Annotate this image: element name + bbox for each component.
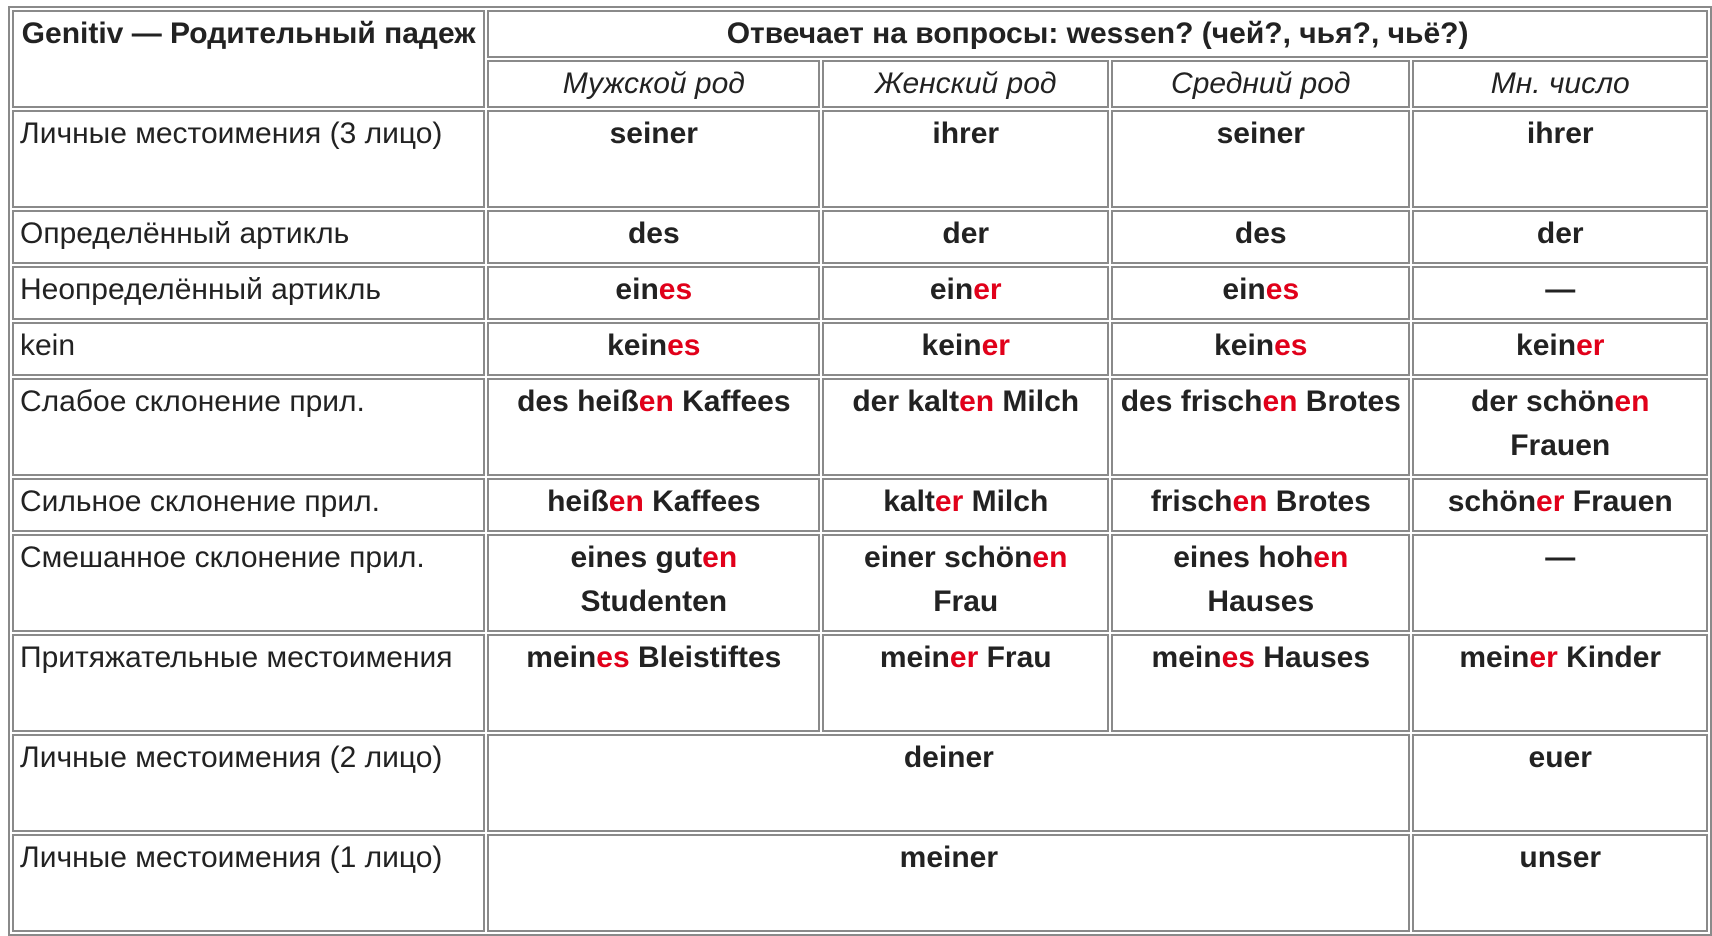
word-stem: heiß: [547, 485, 609, 518]
word-stem: ein: [1222, 273, 1266, 306]
form-cell: [822, 634, 1109, 732]
word-stem: mein: [526, 641, 597, 674]
form-cell: [1412, 210, 1708, 264]
form-cell: [1412, 378, 1708, 476]
singular-form-cell: deiner: [487, 734, 1410, 832]
case-title: Genitiv — Родительный падеж: [21, 17, 476, 50]
ending-highlight: es: [658, 273, 693, 306]
word-stem: einer schön: [864, 541, 1033, 574]
table-row: [12, 210, 1708, 264]
ending-highlight: er: [949, 641, 979, 674]
plural-form-cell: unser: [1412, 834, 1708, 932]
ending-highlight: er: [1576, 329, 1605, 362]
table-row: [12, 478, 1708, 532]
word-stem: kein: [1214, 329, 1275, 362]
ending-highlight: es: [596, 641, 630, 674]
form-cell: [487, 210, 820, 264]
word-stem: mein: [879, 641, 950, 674]
form-cell: [487, 378, 820, 476]
word-stem: Frau: [933, 585, 999, 618]
form-cell: [1111, 478, 1410, 532]
word-stem: Frauen: [1564, 485, 1673, 518]
word-stem: Bleistiftes: [629, 641, 782, 674]
word-stem: ihrer: [932, 117, 1000, 150]
word-stem: eines gut: [570, 541, 703, 574]
gender-header-masculine: Мужской род: [487, 60, 820, 108]
table-row: [12, 110, 1708, 208]
question-header: Отвечает на вопросы: wessen? (чей?, чья?, чьё?): [726, 17, 1469, 50]
ending-highlight: en: [608, 485, 644, 518]
word-stem: Frauen: [1510, 429, 1611, 462]
ending-highlight: es: [1221, 641, 1255, 674]
form-cell: [1412, 266, 1708, 320]
ending-highlight: er: [981, 329, 1010, 362]
form-cell: [1111, 210, 1410, 264]
ending-highlight: es: [667, 329, 701, 362]
row-label: Неопределённый артикль: [12, 266, 485, 320]
word-stem: mein: [1459, 641, 1530, 674]
form-cell: [822, 266, 1109, 320]
word-stem: der kalt: [852, 385, 960, 418]
form-cell: [487, 534, 820, 632]
row-label: Личные местоимения (1 лицо): [12, 834, 485, 932]
form-cell: [1111, 534, 1410, 632]
row-label: Определённый артикль: [12, 210, 485, 264]
form-cell: [822, 322, 1109, 376]
row-label: Личные местоимения (2 лицо): [12, 734, 485, 832]
word-stem: Kinder: [1557, 641, 1662, 674]
word-stem: Studenten: [580, 585, 728, 618]
row-label: Притяжательные местоимения: [12, 634, 485, 732]
gender-header-plural: Мн. число: [1412, 60, 1708, 108]
ending-highlight: en: [638, 385, 674, 418]
word-stem: der: [1536, 217, 1584, 250]
word-stem: seiner: [609, 117, 698, 150]
word-stem: ein: [615, 273, 659, 306]
row-label: Сильное склонение прил.: [12, 478, 485, 532]
form-cell: [822, 378, 1109, 476]
table-row: [12, 634, 1708, 732]
form-cell: [1412, 478, 1708, 532]
word-stem: des: [627, 217, 680, 250]
ending-highlight: en: [1614, 385, 1650, 418]
form-cell: [1111, 322, 1410, 376]
word-stem: mein: [1151, 641, 1222, 674]
form-cell: [1412, 634, 1708, 732]
word-stem: —: [1545, 273, 1576, 306]
word-stem: Milch: [994, 385, 1080, 418]
row-label: kein: [12, 322, 485, 376]
ending-highlight: es: [1274, 329, 1308, 362]
form-cell: [822, 534, 1109, 632]
word-stem: der: [942, 217, 990, 250]
word-stem: —: [1545, 541, 1576, 574]
word-stem: ein: [929, 273, 974, 306]
singular-form-cell: meiner: [487, 834, 1410, 932]
ending-highlight: en: [1032, 541, 1068, 574]
form-cell: [1111, 378, 1410, 476]
word-stem: kalt: [883, 485, 935, 518]
form-cell: [1111, 110, 1410, 208]
word-stem: Brotes: [1267, 485, 1371, 518]
form-cell: [1111, 634, 1410, 732]
plural-form-cell: euer: [1412, 734, 1708, 832]
table-row: [12, 534, 1708, 632]
word-stem: kein: [607, 329, 668, 362]
form-cell: [487, 110, 820, 208]
form-cell: [1412, 322, 1708, 376]
form-cell: [487, 634, 820, 732]
form-cell: [1412, 110, 1708, 208]
ending-highlight: en: [959, 385, 995, 418]
row-label: Слабое склонение прил.: [12, 378, 485, 476]
gender-header-feminine: Женский род: [822, 60, 1109, 108]
word-stem: Brotes: [1297, 385, 1401, 418]
row-label: Личные местоимения (3 лицо): [12, 110, 485, 208]
word-stem: Kaffees: [643, 485, 761, 518]
ending-highlight: en: [702, 541, 738, 574]
ending-highlight: er: [1536, 485, 1565, 518]
word-stem: schön: [1447, 485, 1537, 518]
table-body: [12, 110, 1708, 932]
word-stem: des heiß: [517, 385, 639, 418]
table-row: [12, 266, 1708, 320]
word-stem: des frisch: [1120, 385, 1263, 418]
word-stem: Frau: [978, 641, 1052, 674]
form-cell: [487, 266, 820, 320]
ending-highlight: en: [1313, 541, 1349, 574]
genitiv-declension-table: [8, 6, 1712, 936]
form-cell: [822, 110, 1109, 208]
word-stem: kein: [1516, 329, 1577, 362]
genitiv-table-wrapper: [8, 6, 1712, 936]
case-title-cell: [12, 10, 485, 108]
form-cell: [487, 322, 820, 376]
form-cell: [1111, 266, 1410, 320]
word-stem: Hauses: [1254, 641, 1371, 674]
table-row-merged: [12, 734, 1708, 832]
table-row: [12, 322, 1708, 376]
row-label: Смешанное склонение прил.: [12, 534, 485, 632]
word-stem: ihrer: [1526, 117, 1594, 150]
table-row-merged: [12, 834, 1708, 932]
word-stem: der schön: [1471, 385, 1615, 418]
word-stem: kein: [921, 329, 982, 362]
form-cell: [822, 210, 1109, 264]
ending-highlight: er: [1529, 641, 1558, 674]
word-stem: eines hoh: [1173, 541, 1314, 574]
word-stem: frisch: [1150, 485, 1233, 518]
ending-highlight: en: [1262, 385, 1298, 418]
form-cell: [1412, 534, 1708, 632]
word-stem: Kaffees: [673, 385, 791, 418]
word-stem: des: [1234, 217, 1287, 250]
word-stem: Milch: [963, 485, 1049, 518]
ending-highlight: er: [973, 273, 1002, 306]
word-stem: Hauses: [1207, 585, 1315, 618]
word-stem: seiner: [1216, 117, 1305, 150]
form-cell: [822, 478, 1109, 532]
ending-highlight: er: [934, 485, 964, 518]
table-row: [12, 378, 1708, 476]
header-row-1: [12, 10, 1708, 58]
ending-highlight: es: [1265, 273, 1300, 306]
form-cell: [487, 478, 820, 532]
gender-header-neuter: Средний род: [1111, 60, 1410, 108]
ending-highlight: en: [1232, 485, 1268, 518]
question-header-cell: [487, 10, 1708, 58]
